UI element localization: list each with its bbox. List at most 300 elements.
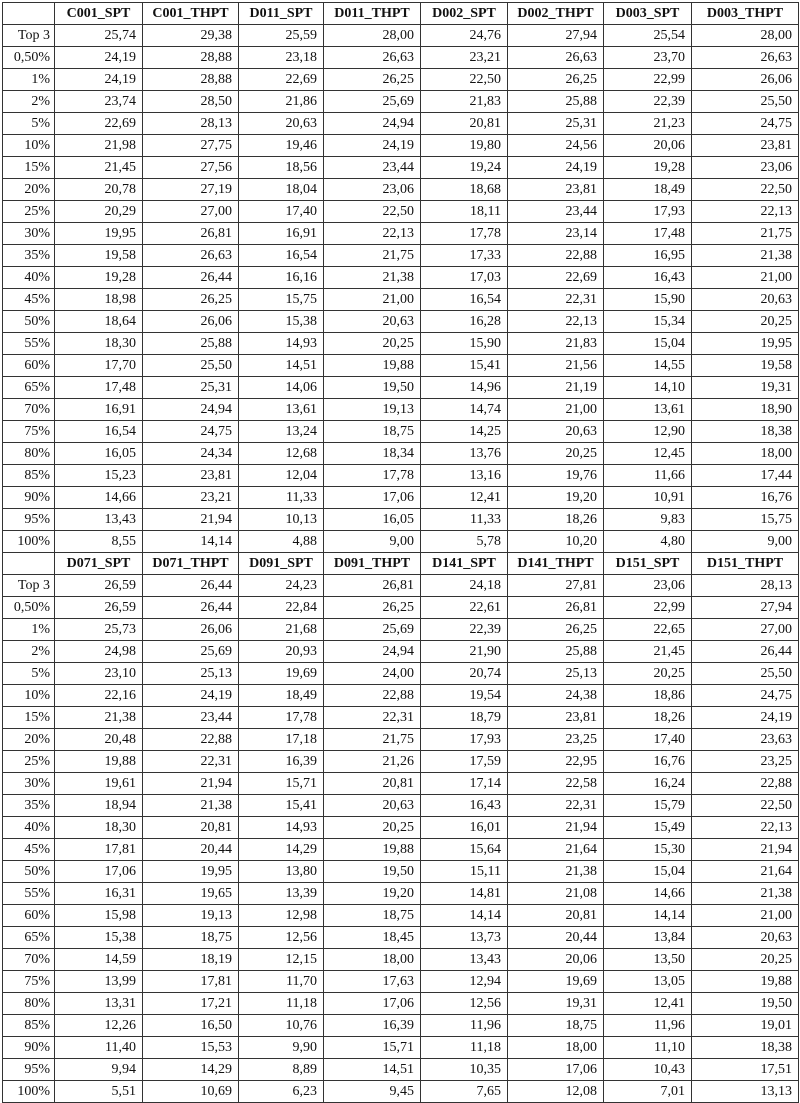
score-cell: 16,95 [604, 245, 692, 267]
score-cell: 16,43 [604, 267, 692, 289]
score-cell: 18,38 [692, 421, 799, 443]
score-cell: 13,43 [421, 949, 508, 971]
score-cell: 16,16 [239, 267, 324, 289]
table-row [3, 267, 799, 289]
row-label: 40% [3, 267, 55, 289]
table-row [3, 751, 799, 773]
score-cell: 15,71 [239, 773, 324, 795]
table-row [3, 179, 799, 201]
score-cell: 12,45 [604, 443, 692, 465]
score-cell: 22,50 [324, 201, 421, 223]
score-cell: 21,83 [421, 91, 508, 113]
row-label: 60% [3, 905, 55, 927]
score-cell: 12,26 [55, 1015, 143, 1037]
score-cell: 27,75 [143, 135, 239, 157]
score-cell: 16,91 [55, 399, 143, 421]
table-row [3, 245, 799, 267]
score-cell: 12,41 [421, 487, 508, 509]
score-cell: 20,81 [421, 113, 508, 135]
score-cell: 22,58 [508, 773, 604, 795]
row-label: 5% [3, 663, 55, 685]
table-row [3, 201, 799, 223]
score-cell: 13,05 [604, 971, 692, 993]
score-cell: 21,00 [692, 267, 799, 289]
score-cell: 22,31 [324, 707, 421, 729]
table-row [3, 949, 799, 971]
score-cell: 15,38 [239, 311, 324, 333]
score-cell: 23,21 [421, 47, 508, 69]
table-row [3, 487, 799, 509]
score-cell: 17,06 [324, 487, 421, 509]
score-cell: 21,68 [239, 619, 324, 641]
score-cell: 19,95 [692, 333, 799, 355]
column-header: D141_SPT [421, 553, 508, 575]
score-cell: 19,01 [692, 1015, 799, 1037]
score-cell: 11,70 [239, 971, 324, 993]
row-label: 30% [3, 773, 55, 795]
score-cell: 18,38 [692, 1037, 799, 1059]
score-cell: 22,88 [143, 729, 239, 751]
score-cell: 20,29 [55, 201, 143, 223]
score-cell: 21,64 [508, 839, 604, 861]
score-cell: 25,50 [692, 663, 799, 685]
score-cell: 17,51 [692, 1059, 799, 1081]
row-label: 55% [3, 333, 55, 355]
row-label: Top 3 [3, 25, 55, 47]
score-cell: 15,04 [604, 861, 692, 883]
score-cell: 22,69 [508, 267, 604, 289]
score-cell: 15,41 [421, 355, 508, 377]
score-cell: 10,43 [604, 1059, 692, 1081]
score-cell: 18,00 [324, 949, 421, 971]
score-cell: 16,01 [421, 817, 508, 839]
score-cell: 22,69 [55, 113, 143, 135]
row-label: 25% [3, 201, 55, 223]
row-label: 40% [3, 817, 55, 839]
score-cell: 16,54 [55, 421, 143, 443]
score-cell: 19,50 [324, 861, 421, 883]
score-cell: 20,81 [143, 817, 239, 839]
score-cell: 16,31 [55, 883, 143, 905]
score-cell: 26,81 [143, 223, 239, 245]
table-row [3, 619, 799, 641]
row-label: 35% [3, 795, 55, 817]
score-cell: 18,34 [324, 443, 421, 465]
score-cell: 18,90 [692, 399, 799, 421]
row-label: 15% [3, 707, 55, 729]
score-cell: 18,19 [143, 949, 239, 971]
score-cell: 18,94 [55, 795, 143, 817]
score-cell: 23,06 [692, 157, 799, 179]
score-cell: 23,44 [508, 201, 604, 223]
score-cell: 19,28 [604, 157, 692, 179]
table-header [3, 3, 799, 25]
score-cell: 21,38 [143, 795, 239, 817]
score-cell: 6,23 [239, 1081, 324, 1103]
score-cell: 4,88 [239, 531, 324, 553]
column-header: D071_THPT [143, 553, 239, 575]
score-cell: 21,38 [324, 267, 421, 289]
table-row [3, 377, 799, 399]
row-label: 90% [3, 1037, 55, 1059]
score-cell: 28,88 [143, 47, 239, 69]
table-row [3, 91, 799, 113]
column-header: D141_THPT [508, 553, 604, 575]
row-label: Top 3 [3, 575, 55, 597]
score-cell: 11,96 [421, 1015, 508, 1037]
score-cell: 23,21 [143, 487, 239, 509]
row-label: 80% [3, 993, 55, 1015]
score-cell: 26,44 [143, 575, 239, 597]
score-cell: 18,79 [421, 707, 508, 729]
score-cell: 20,44 [508, 927, 604, 949]
score-cell: 22,39 [421, 619, 508, 641]
score-cell: 15,53 [143, 1037, 239, 1059]
score-cell: 22,31 [143, 751, 239, 773]
score-cell: 22,99 [604, 597, 692, 619]
score-cell: 11,18 [421, 1037, 508, 1059]
score-cell: 20,78 [55, 179, 143, 201]
score-cell: 12,56 [239, 927, 324, 949]
table-row [3, 289, 799, 311]
score-cell: 12,94 [421, 971, 508, 993]
score-cell: 20,06 [508, 949, 604, 971]
table-row [3, 47, 799, 69]
row-label: 100% [3, 531, 55, 553]
score-cell: 21,94 [508, 817, 604, 839]
score-cell: 28,88 [143, 69, 239, 91]
score-cell: 20,25 [692, 311, 799, 333]
row-label: 95% [3, 509, 55, 531]
row-label: 85% [3, 1015, 55, 1037]
score-cell: 23,44 [143, 707, 239, 729]
score-cell: 25,50 [692, 91, 799, 113]
score-cell: 11,40 [55, 1037, 143, 1059]
row-label: 75% [3, 421, 55, 443]
table-row [3, 509, 799, 531]
score-cell: 23,25 [508, 729, 604, 751]
score-cell: 14,66 [55, 487, 143, 509]
score-cell: 20,93 [239, 641, 324, 663]
score-cell: 18,75 [508, 1015, 604, 1037]
score-cell: 24,18 [421, 575, 508, 597]
score-cell: 13,43 [55, 509, 143, 531]
score-cell: 20,63 [692, 927, 799, 949]
score-cell: 22,84 [239, 597, 324, 619]
column-header: D011_SPT [239, 3, 324, 25]
score-cell: 26,06 [143, 311, 239, 333]
score-cell: 27,94 [692, 597, 799, 619]
row-label: 95% [3, 1059, 55, 1081]
score-cell: 19,13 [324, 399, 421, 421]
score-cell: 19,58 [692, 355, 799, 377]
score-cell: 22,99 [604, 69, 692, 91]
score-cell: 18,11 [421, 201, 508, 223]
row-label: 65% [3, 927, 55, 949]
score-cell: 10,35 [421, 1059, 508, 1081]
score-cell: 9,45 [324, 1081, 421, 1103]
score-cell: 15,75 [692, 509, 799, 531]
row-label: 2% [3, 641, 55, 663]
score-cell: 26,06 [692, 69, 799, 91]
score-cell: 22,65 [604, 619, 692, 641]
score-cell: 16,91 [239, 223, 324, 245]
column-header: D091_SPT [239, 553, 324, 575]
table-row [3, 883, 799, 905]
score-cell: 16,24 [604, 773, 692, 795]
table-row [3, 773, 799, 795]
score-cell: 14,25 [421, 421, 508, 443]
score-cell: 14,14 [604, 905, 692, 927]
score-cell: 18,75 [143, 927, 239, 949]
score-cell: 17,81 [143, 971, 239, 993]
score-cell: 24,19 [55, 47, 143, 69]
score-cell: 26,06 [143, 619, 239, 641]
score-cell: 16,76 [692, 487, 799, 509]
score-cell: 22,61 [421, 597, 508, 619]
score-cell: 15,30 [604, 839, 692, 861]
score-cell: 20,81 [508, 905, 604, 927]
score-cell: 13,61 [239, 399, 324, 421]
score-cell: 21,08 [508, 883, 604, 905]
score-cell: 17,81 [55, 839, 143, 861]
score-cell: 17,63 [324, 971, 421, 993]
score-cell: 19,69 [508, 971, 604, 993]
score-cell: 13,24 [239, 421, 324, 443]
score-cell: 17,14 [421, 773, 508, 795]
score-cell: 19,28 [55, 267, 143, 289]
score-cell: 24,75 [692, 113, 799, 135]
score-cell: 20,48 [55, 729, 143, 751]
row-label: 0,50% [3, 47, 55, 69]
row-label: 15% [3, 157, 55, 179]
score-cell: 25,69 [143, 641, 239, 663]
score-cell: 22,16 [55, 685, 143, 707]
score-cell: 24,75 [692, 685, 799, 707]
score-cell: 19,69 [239, 663, 324, 685]
score-cell: 19,46 [239, 135, 324, 157]
score-cell: 9,90 [239, 1037, 324, 1059]
score-cell: 26,81 [508, 597, 604, 619]
column-header: D003_SPT [604, 3, 692, 25]
row-label: 5% [3, 113, 55, 135]
score-cell: 12,04 [239, 465, 324, 487]
score-cell: 26,25 [508, 69, 604, 91]
score-cell: 20,25 [692, 949, 799, 971]
table-row [3, 597, 799, 619]
score-cell: 23,81 [692, 135, 799, 157]
score-cell: 19,88 [324, 839, 421, 861]
header-corner [3, 3, 55, 25]
score-cell: 14,93 [239, 333, 324, 355]
score-cell: 10,76 [239, 1015, 324, 1037]
score-cell: 13,39 [239, 883, 324, 905]
score-cell: 15,11 [421, 861, 508, 883]
score-cell: 28,00 [692, 25, 799, 47]
score-table-1 [2, 2, 799, 553]
score-cell: 23,70 [604, 47, 692, 69]
score-cell: 18,49 [604, 179, 692, 201]
score-cell: 11,33 [421, 509, 508, 531]
score-cell: 19,50 [324, 377, 421, 399]
table-row [3, 971, 799, 993]
score-cell: 24,94 [143, 399, 239, 421]
score-cell: 19,88 [692, 971, 799, 993]
score-cell: 21,38 [508, 861, 604, 883]
score-cell: 16,76 [604, 751, 692, 773]
score-cell: 13,99 [55, 971, 143, 993]
score-cell: 21,45 [604, 641, 692, 663]
score-cell: 8,55 [55, 531, 143, 553]
score-cell: 24,98 [55, 641, 143, 663]
score-cell: 19,13 [143, 905, 239, 927]
score-cell: 22,69 [239, 69, 324, 91]
score-cell: 24,19 [692, 707, 799, 729]
score-cell: 17,48 [55, 377, 143, 399]
column-header: D002_THPT [508, 3, 604, 25]
score-cell: 11,33 [239, 487, 324, 509]
score-cell: 19,20 [508, 487, 604, 509]
score-cell: 25,59 [239, 25, 324, 47]
score-cell: 17,06 [508, 1059, 604, 1081]
score-cell: 18,64 [55, 311, 143, 333]
table-row [3, 465, 799, 487]
score-cell: 15,38 [55, 927, 143, 949]
score-cell: 24,19 [324, 135, 421, 157]
score-cell: 25,69 [324, 619, 421, 641]
row-label: 20% [3, 179, 55, 201]
score-cell: 18,00 [692, 443, 799, 465]
table-row [3, 663, 799, 685]
score-cell: 24,38 [508, 685, 604, 707]
score-cell: 15,90 [604, 289, 692, 311]
score-cell: 17,40 [239, 201, 324, 223]
score-cell: 21,98 [55, 135, 143, 157]
score-cell: 18,98 [55, 289, 143, 311]
score-cell: 15,49 [604, 817, 692, 839]
score-cell: 15,90 [421, 333, 508, 355]
score-cell: 18,75 [324, 421, 421, 443]
score-cell: 24,94 [324, 641, 421, 663]
score-cell: 16,05 [55, 443, 143, 465]
score-cell: 22,13 [692, 817, 799, 839]
table-body [3, 25, 799, 553]
score-cell: 13,31 [55, 993, 143, 1015]
row-label: 100% [3, 1081, 55, 1103]
score-cell: 21,00 [508, 399, 604, 421]
score-cell: 18,56 [239, 157, 324, 179]
score-cell: 17,78 [421, 223, 508, 245]
score-cell: 13,84 [604, 927, 692, 949]
score-cell: 26,59 [55, 575, 143, 597]
score-cell: 7,01 [604, 1081, 692, 1103]
score-cell: 19,54 [421, 685, 508, 707]
row-label: 0,50% [3, 597, 55, 619]
score-cell: 5,78 [421, 531, 508, 553]
score-cell: 18,04 [239, 179, 324, 201]
score-cell: 19,88 [324, 355, 421, 377]
table-row [3, 575, 799, 597]
score-cell: 18,86 [604, 685, 692, 707]
score-cell: 18,00 [508, 1037, 604, 1059]
score-cell: 22,50 [692, 179, 799, 201]
table-row [3, 25, 799, 47]
table-row [3, 113, 799, 135]
table-row [3, 905, 799, 927]
score-cell: 22,50 [692, 795, 799, 817]
score-cell: 17,06 [324, 993, 421, 1015]
score-cell: 21,90 [421, 641, 508, 663]
header-row [3, 553, 799, 575]
score-cell: 15,23 [55, 465, 143, 487]
score-cell: 20,63 [508, 421, 604, 443]
score-cell: 24,19 [508, 157, 604, 179]
score-cell: 21,38 [692, 883, 799, 905]
score-cell: 21,75 [324, 729, 421, 751]
score-cell: 16,28 [421, 311, 508, 333]
row-label: 1% [3, 619, 55, 641]
table-row [3, 1015, 799, 1037]
table-row [3, 993, 799, 1015]
row-label: 45% [3, 289, 55, 311]
row-label: 85% [3, 465, 55, 487]
score-cell: 23,18 [239, 47, 324, 69]
score-cell: 13,16 [421, 465, 508, 487]
score-cell: 4,80 [604, 531, 692, 553]
score-cell: 16,39 [324, 1015, 421, 1037]
score-cell: 10,91 [604, 487, 692, 509]
score-cell: 26,63 [508, 47, 604, 69]
score-cell: 19,95 [55, 223, 143, 245]
score-cell: 21,94 [692, 839, 799, 861]
score-cell: 21,75 [324, 245, 421, 267]
table-row [3, 157, 799, 179]
score-cell: 11,96 [604, 1015, 692, 1037]
score-cell: 26,25 [143, 289, 239, 311]
row-label: 20% [3, 729, 55, 751]
score-cell: 11,10 [604, 1037, 692, 1059]
score-cell: 17,48 [604, 223, 692, 245]
score-cell: 28,50 [143, 91, 239, 113]
score-cell: 23,06 [604, 575, 692, 597]
score-cell: 17,40 [604, 729, 692, 751]
score-cell: 13,76 [421, 443, 508, 465]
row-label: 50% [3, 311, 55, 333]
score-cell: 23,06 [324, 179, 421, 201]
score-cell: 19,88 [55, 751, 143, 773]
score-cell: 26,25 [324, 69, 421, 91]
score-cell: 22,50 [421, 69, 508, 91]
score-cell: 20,63 [324, 795, 421, 817]
score-cell: 21,38 [55, 707, 143, 729]
score-cell: 27,00 [143, 201, 239, 223]
score-cell: 18,68 [421, 179, 508, 201]
score-cell: 22,95 [508, 751, 604, 773]
score-cell: 18,30 [55, 817, 143, 839]
score-cell: 5,51 [55, 1081, 143, 1103]
score-cell: 24,56 [508, 135, 604, 157]
score-cell: 19,50 [692, 993, 799, 1015]
score-cell: 12,15 [239, 949, 324, 971]
column-header: C001_THPT [143, 3, 239, 25]
score-cell: 17,78 [324, 465, 421, 487]
table-row [3, 729, 799, 751]
score-cell: 21,00 [692, 905, 799, 927]
score-cell: 27,19 [143, 179, 239, 201]
score-cell: 24,19 [55, 69, 143, 91]
column-header: D151_SPT [604, 553, 692, 575]
score-cell: 26,44 [143, 267, 239, 289]
